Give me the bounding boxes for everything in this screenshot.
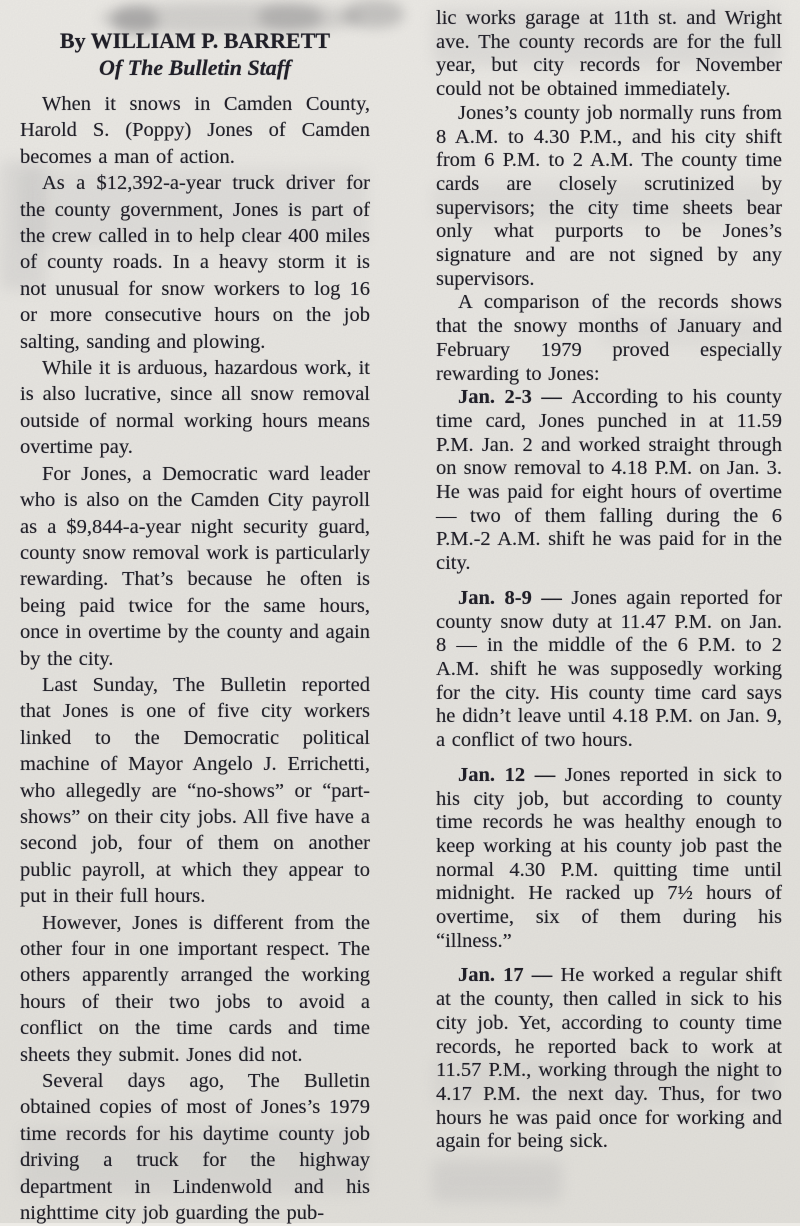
paragraph: For Jones, a Democratic ward leader who is also on the Camden City payroll as a $9,844-a-year night security guard, county snow removal work is particularly rewarding. That’s because he often is being paid twice for the same hours, once in overtime by the county and again by the city. — [20, 462, 370, 670]
paragraph-text: According to his county time card, Jones punched in at 11.59 P.M. Jan. 2 and worked straight through on snow removal to 4.18 P.M. on Jan. 3. He was paid for eight hours of overtime — two of them falling during the 6 P.M.-2 A.M. shift he was paid for in the city. — [436, 386, 782, 575]
paragraph — [436, 964, 782, 1154]
scan-smudge — [432, 1160, 562, 1202]
paragraph: Several days ago, The Bulletin obtained copies of most of Jones’s 1979 time records for his daytime county job driving a truck for the highway department in Lindenwold and his nighttime city job guarding the pub- — [20, 1070, 370, 1225]
paragraph: When it snows in Camden County, Harold S. (Poppy) Jones of Camden becomes a man of action. — [20, 93, 370, 168]
byline-affiliation: Of The Bulletin Staff — [98, 55, 292, 80]
paragraph: While it is arduous, hazardous work, it is also lucrative, since all snow removal outside of normal working hours means overtime pay. — [20, 357, 370, 459]
paragraph: However, Jones is different from the other four in one important respect. The others apparently arranged the working hours of their two jobs to avoid a conflict on the time cards and time sheets they submit. Jones did not. — [20, 911, 370, 1066]
paragraph: lic works garage at 11th st. and Wright ave. The county records are for the full year, but city records for November could not be obtained immediately. — [436, 7, 782, 101]
paragraph-text: Jones reported in sick to his city job, but according to county time records he was healthy enough to keep working at his county job past the normal 4.30 P.M. quitting time until midnight. He racked up 7½ hours of overtime, six of them during his “illness.” — [436, 763, 782, 952]
paragraph — [436, 386, 782, 576]
date-lead: Jan. 17 — — [458, 964, 561, 987]
paragraph-text: Jones again reported for county snow duty at 11.47 P.M. on Jan. 8 — in the middle of the 6 P.M. to 2 A.M. shift he was supposedly working for the city. His county time card says he didn’t leave until 4.18 P.M. on Jan. 9, a conflict of two hours. — [436, 586, 782, 752]
left-column — [20, 0, 370, 1226]
paragraph — [436, 587, 782, 753]
paragraph: As a $12,392-a-year truck driver for the county government, Jones is part of the crew called in to help clear 400 miles of county roads. In a heavy storm it is not unusual for snow workers to log 16 or more consecutive hours on the job salting, sanding and plowing. — [20, 172, 370, 353]
paragraph: A comparison of the records shows that the snowy months of January and February 1979 proved especially rewarding to Jones: — [436, 291, 782, 385]
date-lead: Jan. 2-3 — — [458, 386, 572, 409]
paragraph: Jones’s county job normally runs from 8 A.M. to 4.30 P.M., and his city shift from 6 P.M. to 2 A.M. The county time cards are closely scrutinized by supervisors; the city time sheets bear only what purports to be Jones’s signature and are not signed by any supervisors. — [436, 101, 782, 290]
paragraph — [436, 764, 782, 954]
date-lead: Jan. 8-9 — — [458, 586, 572, 609]
right-column — [436, 0, 782, 1154]
date-lead: Jan. 12 — — [458, 763, 565, 786]
byline — [20, 27, 370, 81]
paragraph: Last Sunday, The Bulletin reported that Jones is one of five city workers linked to the Democratic political machine of Mayor Angelo J. Errichetti, who allegedly are “no-shows” or “part-shows” on their city jobs. All five have a second job, four of them on another public payroll, at which they appear to put in their full hours. — [20, 673, 370, 908]
byline-author: By WILLIAM P. BARRETT — [59, 28, 331, 53]
paragraph-text: He worked a regular shift at the county, then called in sick to his city job. Yet, according to county time records, he reported back to work at 11.57 P.M., working through the night to 4.17 P.M. the next day. Thus, for two hours he was paid once for working and again for being sick. — [436, 964, 782, 1153]
